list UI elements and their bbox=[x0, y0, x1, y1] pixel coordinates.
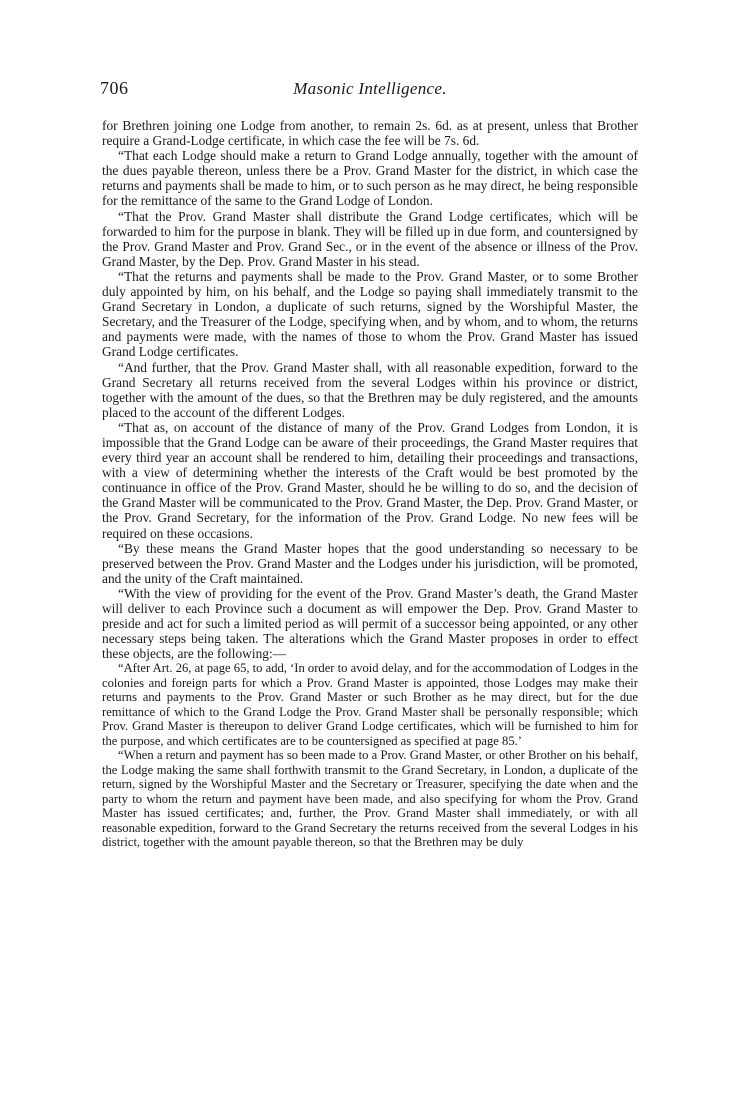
page-header bbox=[100, 78, 640, 104]
paragraph: “And further, that the Prov. Grand Master shall, with all reasonable expedition, forward to the Grand Secretary all returns received from the several Lodges within his province or district, together with the amount of the dues, so that the Brethren may be duly registered, and the amounts placed to the account of the different Lodges. bbox=[102, 359, 638, 420]
paragraph: “That each Lodge should make a return to Grand Lodge annually, together with the amount of the dues payable thereon, unless there be a Prov. Grand Master for the district, in which case the returns and payments shall be made to him, or to such person as he may direct, he being responsible for the remittance of the same to the Grand Lodge of London. bbox=[102, 148, 638, 209]
paragraph: “When a return and payment has so been made to a Prov. Grand Master, or other Brother on his behalf, the Lodge making the same shall forthwith transmit to the Grand Secretary, in London, a duplicate of the return, signed by the Worshipful Master and the Secretary or Treasurer, specifying the date when and the party to whom the return and payment have been made, and also specifying for whom the Prov. Grand Master has issued certificates; and, further, the Prov. Grand Master shall immediately, or with all reasonable expedition, forward to the Grand Secretary the returns received from the several Lodges in his district, together with the amount payable thereon, so that the Brethren may be duly bbox=[102, 748, 638, 850]
paragraph: “That the Prov. Grand Master shall distribute the Grand Lodge certificates, which will be forwarded to him for the purpose in blank. They will be filled up in due form, and countersigned by the Prov. Grand Master and Prov. Grand Sec., or in the event of the absence or illness of the Prov. Grand Master, by the Dep. Prov. Grand Master in his stead. bbox=[102, 208, 638, 269]
paragraph: for Brethren joining one Lodge from another, to remain 2s. 6d. as at present, unless that Brother require a Grand-Lodge certificate, in which case the fee will be 7s. 6d. bbox=[102, 118, 638, 149]
page-number: 706 bbox=[100, 78, 129, 98]
paragraph: “That the returns and payments shall be made to the Prov. Grand Master, or to some Brother duly appointed by him, on his behalf, and the Lodge so paying shall immediately transmit to the Grand Secretary in London, a duplicate of such returns, signed by the Worshipful Master, the Secretary, and the Treasurer of the Lodge, specifying when, and by whom, and to whom, the returns and payments were made, with the names of those to whom the Prov. Grand Master has issued Grand Lodge certificates. bbox=[102, 268, 638, 360]
body-text bbox=[102, 118, 638, 850]
paragraph: “After Art. 26, at page 65, to add, ‘In order to avoid delay, and for the accommodation of Lodges in the colonies and foreign parts for which a Prov. Grand Master is appointed, those Lodges may make their returns and payments to the Prov. Grand Master or such Brother as he may direct, but for the due remittance of which to the Grand Lodge the Prov. Grand Master shall be personally responsible; which Prov. Grand Master is thereupon to deliver Grand Lodge certificates, which will be furnished to him for the purpose, and which certificates are to be countersigned as specified at page 85.’ bbox=[102, 661, 638, 748]
paragraph: “By these means the Grand Master hopes that the good understanding so necessary to be preserved between the Prov. Grand Master and the Lodges under his jurisdiction, will be promoted, and the unity of the Craft maintained. bbox=[102, 540, 638, 586]
paragraph: “That as, on account of the distance of many of the Prov. Grand Lodges from London, it is impossible that the Grand Lodge can be aware of their proceedings, the Grand Master requires that every third year an account shall be rendered to him, detailing their proceedings and transactions, with a view of determining whether the interests of the Craft would be best promoted by the continuance in office of the Prov. Grand Master, should he be willing to do so, and the decision of the Grand Master will be communicated to the Prov. Grand Master, the Dep. Prov. Grand Master, or the Prov. Grand Secretary, for the information of the Prov. Grand Lodge. No new fees will be required on these occasions. bbox=[102, 419, 638, 541]
running-title: Masonic Intelligence. bbox=[293, 79, 447, 98]
paragraph: “With the view of providing for the event of the Prov. Grand Master’s death, the Grand Master will deliver to each Province such a document as will empower the Dep. Prov. Grand Master to preside and act for such a limited period as will permit of a successor being appointed, or any other necessary steps being taken. The alterations which the Grand Master proposes in order to effect these objects, are the following:— bbox=[102, 585, 638, 662]
